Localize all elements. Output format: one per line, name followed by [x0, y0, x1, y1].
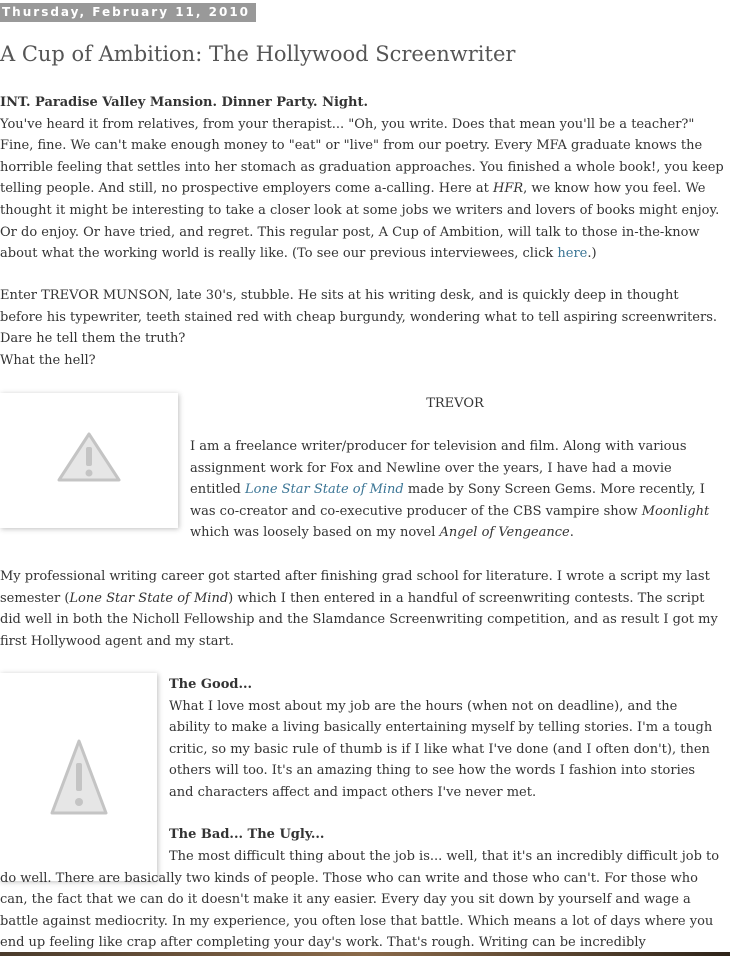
career-text-a: My professional writing career got started after finishing grad school for literature. I wrote a script my last semester (	[0, 569, 710, 606]
intro-text-c: .)	[587, 246, 597, 262]
career-text-b: ) which I then entered in a handful of screenwriting contests. The script did well in both the Nicholl Fellowship and the Slamdance Screenwriting competition, and as result I got my first Hollywood agent and my start.	[0, 590, 718, 649]
career-script-title: Lone Star State of Mind	[69, 590, 229, 606]
bad-text-body: The most difficult thing about the job is... well, that it's an incredibly difficult job to do well. There are basically two kinds of people. Those who can write and those who can't. For those who can, the fact that we can do it doesn't make it any easier. Every day you sit down by yourself and wage a battle against mediocrity. In my experience, you often lose that battle. Which means a lot of days where you end up feeling like crap after completing your day's work. That's rough. Writing can be incredibly	[0, 849, 720, 951]
bad-text	[0, 846, 724, 954]
bio-text-a: I am a freelance writer/producer for television and film. Along with various assignment work for Fox and Newline over the years, I have had a movie entitled	[190, 439, 687, 498]
bio-text-c: which was loosely based on my novel	[190, 525, 440, 541]
angel-of-vengeance-title: Angel of Vengeance	[439, 525, 570, 541]
scene-heading: INT. Paradise Valley Mansion. Dinner Party. Night.	[0, 95, 368, 110]
trevor-bio	[190, 436, 722, 544]
enter-text: Enter TREVOR MUNSON, late 30's, stubble. He sits at his writing desk, and is quickly deep in thought before his typewriter, teeth stained red with cheap burgundy, wondering what to tell aspiring screenwriters. Dare he tell them the truth?	[0, 288, 718, 347]
good-heading: The Good...	[169, 677, 253, 692]
previous-interviewees-link[interactable]: here	[557, 246, 588, 262]
broken-image-icon	[50, 739, 108, 815]
moonlight-title: Moonlight	[641, 503, 710, 519]
intro-hfr: HFR	[492, 181, 524, 197]
career-paragraph	[0, 566, 724, 652]
image-placeholder-1	[0, 393, 178, 528]
what-the-hell-text: What the hell?	[0, 352, 96, 368]
speaker-name: TREVOR	[426, 396, 484, 411]
lone-star-link-text[interactable]: Lone Star State of Mind	[244, 482, 404, 498]
bottom-border	[0, 952, 730, 956]
bio-text-d: .	[569, 525, 574, 541]
lone-star-state-of-mind-link[interactable]	[245, 482, 404, 497]
post-date-header: Thursday, February 11, 2010	[0, 3, 256, 22]
intro-text-a: You've heard it from relatives, from your therapist... "Oh, you write. Does that mean you'll be a teacher?" Fine, fine. We can't make enough money to "eat" or "live" from our poetry. Every MFA graduate knows the horrible feeling that settles into her stomach as graduation approaches. You finished a whole book!, you keep telling people. And still, no prospective employers come a-calling. Here at	[0, 116, 724, 197]
bad-heading-text: The Bad... The Ugly...	[169, 827, 325, 842]
post-title[interactable]: A Cup of Ambition: The Hollywood Screenwriter	[0, 42, 516, 66]
bad-heading	[169, 824, 721, 846]
the-good-section	[169, 674, 721, 804]
broken-image-icon	[57, 432, 121, 482]
good-text: What I love most about my job are the hours (when not on deadline), and the ability to make a living basically entertaining myself by telling stories. I'm a tough critic, so my basic rule of thumb is if I like what I've done (and I often don't), then others will too. It's an amazing thing to see how the words I fashion into stories and characters affect and impact others I've never met.	[169, 698, 713, 800]
enter-paragraph	[0, 285, 724, 371]
intro-text-b: , we know how you feel. We thought it might be interesting to take a closer look at some jobs we writers and lovers of books might enjoy. Or do enjoy. Or have tried, and regret. This regular post, A Cup of Ambition, will talk to those in-the-know about what the working world is really like. (To see our previous interviewees, click	[0, 181, 720, 262]
post-intro	[0, 92, 724, 265]
bio-text-b: made by Sony Screen Gems. More recently, I was co-creator and co-executive producer of the CBS vampire show	[190, 482, 705, 519]
